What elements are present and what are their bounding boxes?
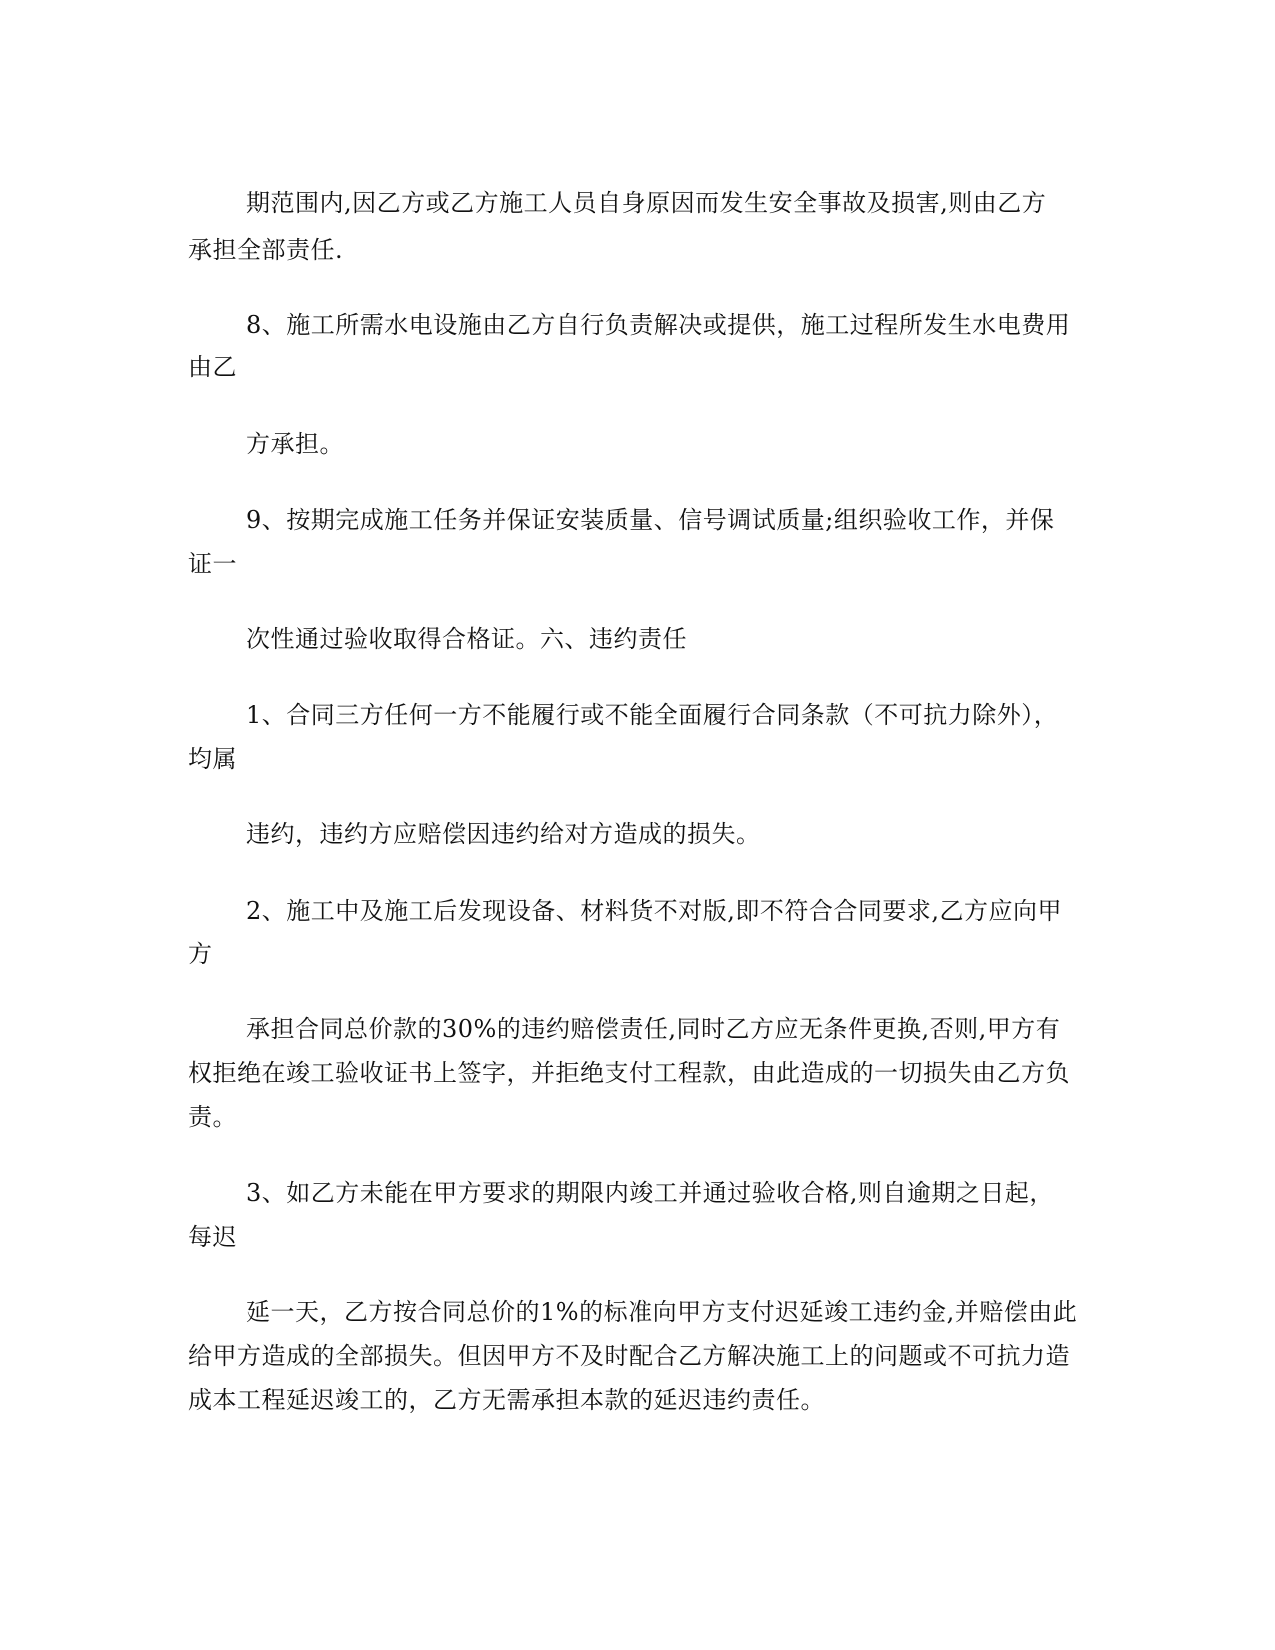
text-line: 9、按期完成施工任务并保证安装质量、信号调试质量;组织验收工作，并保 (246, 506, 1055, 534)
text-line: 2、施工中及施工后发现设备、材料货不对版,即不符合合同要求,乙方应向甲 (246, 897, 1063, 925)
text-line: 次性通过验收取得合格证。六、违约责任 (246, 625, 687, 653)
text-line: 每迟 (188, 1223, 237, 1251)
text-line: 由乙 (188, 353, 237, 381)
text-line: 证一 (188, 550, 237, 578)
text-line: 责。 (188, 1103, 237, 1131)
text-line: 期范围内,因乙方或乙方施工人员自身原因而发生安全事故及损害,则由乙方 (246, 189, 1047, 217)
text-line: 承担合同总价款的30%的违约赔偿责任,同时乙方应无条件更换,否则,甲方有 (246, 1015, 1061, 1043)
text-line: 成本工程延迟竣工的，乙方无需承担本款的延迟违约责任。 (188, 1386, 825, 1414)
text-line: 违约，违约方应赔偿因违约给对方造成的损失。 (246, 820, 761, 848)
text-line: 8、施工所需水电设施由乙方自行负责解决或提供，施工过程所发生水电费用 (246, 311, 1071, 339)
text-line: 方 (188, 940, 213, 968)
text-line: 权拒绝在竣工验收证书上签字，并拒绝支付工程款，由此造成的一切损失由乙方负 (188, 1059, 1070, 1087)
text-line: 延一天，乙方按合同总价的1%的标准向甲方支付迟延竣工违约金,并赔偿由此 (246, 1298, 1078, 1326)
text-line: 1、合同三方任何一方不能履行或不能全面履行合同条款（不可抗力除外）， (246, 701, 1059, 729)
text-line: 3、如乙方未能在甲方要求的期限内竣工并通过验收合格,则自逾期之日起， (246, 1179, 1054, 1207)
text-line: 方承担。 (246, 430, 344, 458)
text-line: 给甲方造成的全部损失。但因甲方不及时配合乙方解决施工上的问题或不可抗力造 (188, 1342, 1070, 1370)
text-line: 均属 (188, 745, 237, 773)
text-line: 承担全部责任. (188, 236, 344, 264)
